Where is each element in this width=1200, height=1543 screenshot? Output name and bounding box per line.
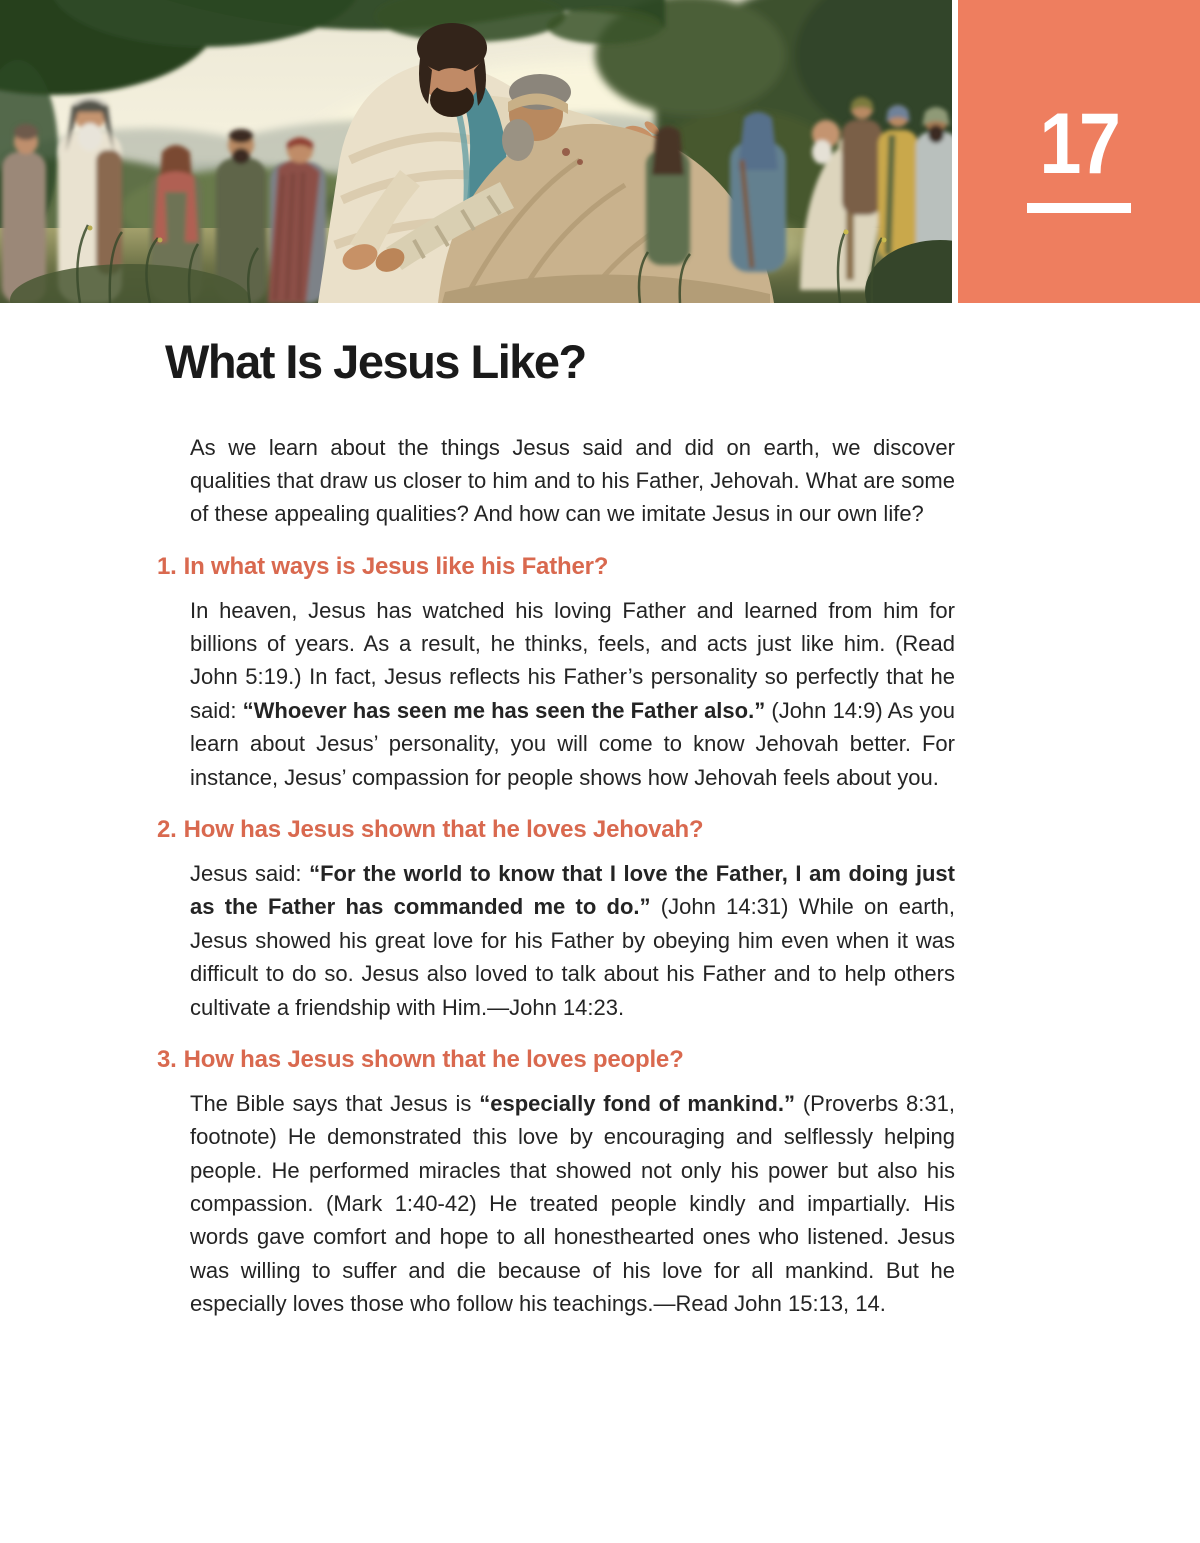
- section-2: [157, 816, 957, 1024]
- question-1-text: In what ways is Jesus like his Father?: [183, 552, 609, 580]
- lesson-photo: [0, 0, 952, 303]
- question-1-number: 1.: [157, 552, 177, 580]
- lesson-number-badge: [958, 0, 1200, 303]
- question-3-heading: [157, 1046, 957, 1075]
- paragraph-3: The Bible says that Jesus is “especially fond of mankind.” (Proverbs 8:31, footnote) He demonstrated this love by encouraging and selflessly helping people. He performed miracles that showed not only his power but also his compassion. (Mark 1:40-42) He treated people kindly and impartially. His words gave comfort and hope to all honesthearted ones who listened. Jesus was willing to suffer and die because of his love for all mankind. But he especially loves those who follow his teachings.—Read John 15:13, 14.: [190, 1090, 955, 1317]
- intro-paragraph: As we learn about the things Jesus said and did on earth, we discover qualities that draw us closer to him and to his Father, Jehovah. What are some of these appealing qualities? And how can we imitate Jesus in our own life?: [190, 434, 955, 527]
- question-3-number: 3.: [157, 1045, 177, 1073]
- question-1-heading: [157, 553, 957, 582]
- lesson-content: [157, 336, 957, 1321]
- paragraph-2: Jesus said: “For the world to know that I love the Father, I am doing just as the Father has commanded me to do.” (John 14:31) While on earth, Jesus showed his great love for his Father by obeying him even when it was difficult to do so. Jesus also loved to talk about his Father and to help others cultivate a friendship with Him.—John 14:23.: [190, 860, 955, 1020]
- lesson-number: 17: [1039, 95, 1119, 192]
- question-2-heading: [157, 816, 957, 845]
- lesson-photo-illustration: [0, 0, 952, 303]
- lesson-number-underline: [1027, 203, 1131, 213]
- question-2-number: 2.: [157, 816, 177, 844]
- paragraph-1: In heaven, Jesus has watched his loving Father and learned from him for billions of years. As a result, he thinks, feels, and acts just like him. (Read John 5:19.) In fact, Jesus reflects his Father’s personality so perfectly that he said: “Whoever has seen me has seen the Father also.” (John 14:9) As you learn about Jesus’ personality, you will come to know Jehovah better. For instance, Jesus’ compassion for people shows how Jehovah feels about you.: [190, 597, 955, 790]
- section-3: [157, 1046, 957, 1321]
- question-3-text: How has Jesus shown that he loves people?: [183, 1045, 684, 1073]
- question-2-text: How has Jesus shown that he loves Jehovah?: [183, 816, 704, 844]
- section-1: [157, 553, 957, 794]
- page-title: What Is Jesus Like?: [165, 335, 586, 388]
